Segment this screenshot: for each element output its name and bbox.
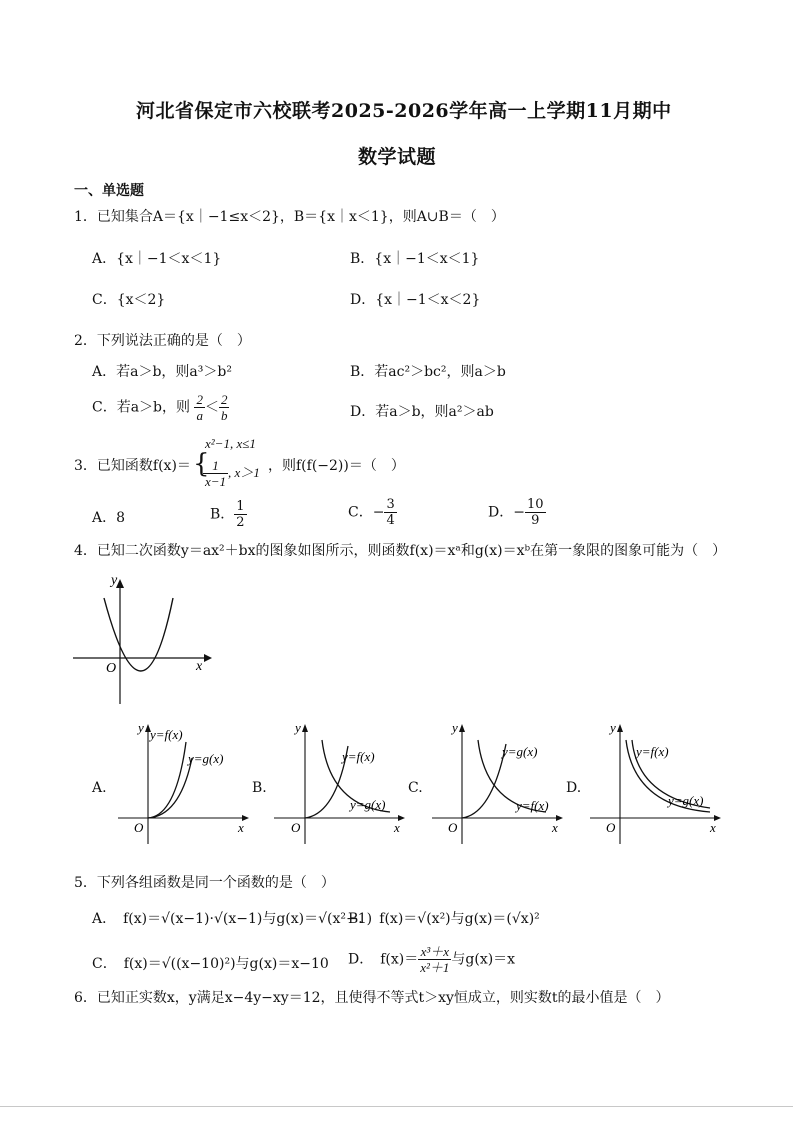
graph-c-x-label: x <box>552 820 558 835</box>
q3-c-num: 3 <box>386 497 395 512</box>
graph-d-x-label: x <box>710 820 716 835</box>
q5-d-num: x³＋x <box>418 944 451 960</box>
graph-option-d <box>586 718 726 846</box>
q2-c-num2: 2 <box>220 392 228 407</box>
graph-a-g-curve <box>148 758 192 818</box>
graph-d-origin: O <box>606 820 616 835</box>
graph-c-g-label: y=g(x) <box>502 744 538 759</box>
graph-d-g-label: y=g(x) <box>668 793 704 808</box>
parabola-x-arrow <box>204 654 212 662</box>
graph-c-y-label: y <box>452 720 458 735</box>
q5-d-prefix: D． f(x)＝ <box>348 951 419 968</box>
graph-b-y-arrow <box>302 724 308 732</box>
q4-option-b-label: B. <box>252 780 267 796</box>
q3-b-den: 2 <box>236 515 245 530</box>
q3-option-c <box>348 497 397 528</box>
graph-c-g-curve <box>462 744 506 818</box>
q3-brace: { <box>193 449 210 479</box>
q2-option-c-prefix: C．若a＞b，则 <box>92 399 191 416</box>
q3-stem-suffix: ，则f(f(−2))＝（ ） <box>268 458 405 474</box>
q2-c-den2: b <box>220 408 228 423</box>
q2-option-a: A．若a＞b，则a³＞b² <box>92 364 232 380</box>
graph-c-f-label: y=f(x) <box>516 798 549 813</box>
graph-option-c <box>428 718 568 846</box>
q3-case-2-cond: , x＞1 <box>228 465 260 480</box>
q3-b-num: 1 <box>236 499 245 514</box>
q2-c-fraction-1 <box>194 392 205 423</box>
q3-case-2-num: 1 <box>203 458 228 474</box>
parabola-figure <box>68 574 218 714</box>
q1-option-d: D．{x｜−1＜x＜2} <box>350 292 481 308</box>
q5-option-b: B． f(x)＝√(x²)与g(x)＝(√x)² <box>348 911 540 927</box>
q3-option-b <box>210 499 247 530</box>
question-1-stem: 1．已知集合A＝{x｜−1≤x＜2}，B＝{x｜x＜1}，则A∪B＝（ ） <box>74 209 505 225</box>
q3-option-d <box>488 497 546 528</box>
q3-b-prefix: B． <box>210 506 235 523</box>
graph-d-f-label: y=f(x) <box>636 744 669 759</box>
page-title: 河北省保定市六校联考2025-2026学年高一上学期11月期中 <box>136 100 672 122</box>
graph-b-g-label: y=g(x) <box>350 797 386 812</box>
graph-option-b <box>270 718 410 846</box>
q4-option-a-label: A. <box>92 780 107 796</box>
q2-option-b: B．若ac²＞bc²，则a＞b <box>350 364 506 380</box>
parabola-y-label: y <box>111 574 118 588</box>
q3-option-a: A．8 <box>92 510 126 526</box>
q3-c-fraction <box>384 497 396 528</box>
graph-a-x-label: x <box>238 820 244 835</box>
section-heading: 一、单选题 <box>74 183 144 199</box>
q2-option-c <box>92 392 229 423</box>
graph-c-origin: O <box>448 820 458 835</box>
q3-case-1: x²−1, x≤1 <box>205 436 256 451</box>
q5-d-den: x²＋1 <box>420 960 450 975</box>
graph-b-f-label: y=f(x) <box>342 749 375 764</box>
q5-d-fraction <box>418 944 451 975</box>
graph-c-y-arrow <box>459 724 465 732</box>
graph-a-f-curve <box>148 742 186 818</box>
page-subtitle: 数学试题 <box>358 146 437 168</box>
q4-option-c-label: C. <box>408 780 423 796</box>
graph-a-origin: O <box>134 820 144 835</box>
question-6-stem: 6．已知正实数x，y满足x−4y−xy＝12，且使得不等式t＞xy恒成立，则实数t的最小值是（ ） <box>74 990 670 1006</box>
q5-option-d <box>348 944 515 975</box>
q2-option-d: D．若a＞b，则a²＞ab <box>350 404 494 420</box>
page-bottom-divider <box>0 1106 793 1107</box>
parabola-origin-label: O <box>106 661 117 676</box>
q3-case-2-den: x−1 <box>205 474 227 489</box>
parabola-x-label: x <box>196 659 203 674</box>
q1-option-b: B．{x｜−1＜x＜1} <box>350 251 480 267</box>
q5-option-a: A． f(x)＝√(x−1)·√(x−1)与g(x)＝√(x²−1) <box>92 911 373 927</box>
q2-c-op: ＜ <box>204 399 219 416</box>
graph-a-f-label: y=f(x) <box>150 727 183 742</box>
q3-d-prefix: D．− <box>488 504 525 521</box>
q2-c-num1: 2 <box>196 392 203 407</box>
graph-d-y-label: y <box>610 720 616 735</box>
q3-d-den: 9 <box>531 513 540 528</box>
q2-c-fraction-2 <box>219 392 230 423</box>
graph-d-y-arrow <box>617 724 623 732</box>
q3-case-2-fraction <box>203 458 228 489</box>
q3-case-2 <box>203 458 260 489</box>
q1-option-a: A．{x｜−1＜x＜1} <box>92 251 222 267</box>
graph-b-x-label: x <box>394 820 400 835</box>
question-4-stem: 4．已知二次函数y＝ax²＋bx的图象如图所示，则函数f(x)＝xᵃ和g(x)＝xᵇ在第一象限的图象可能为（ ） <box>74 543 727 559</box>
graph-a-g-label: y=g(x) <box>188 751 224 766</box>
graph-b-origin: O <box>291 820 301 835</box>
graph-a-y-label: y <box>138 720 144 735</box>
q4-option-d-label: D. <box>566 780 582 796</box>
q2-c-den1: a <box>196 408 203 423</box>
q3-d-fraction <box>525 497 546 528</box>
graph-option-a <box>114 718 254 846</box>
graph-b-y-label: y <box>295 720 301 735</box>
q3-b-fraction <box>234 499 246 530</box>
q3-stem-prefix: 3．已知函数f(x)＝ <box>74 458 191 474</box>
q1-option-c: C．{x＜2} <box>92 292 166 308</box>
q3-d-num: 10 <box>526 497 544 512</box>
q3-c-den: 4 <box>386 513 395 528</box>
question-2-stem: 2．下列说法正确的是（ ） <box>74 333 251 349</box>
q5-option-c: C． f(x)＝√((x−10)²)与g(x)＝x−10 <box>92 956 329 972</box>
q5-d-suffix: 与g(x)＝x <box>451 951 516 968</box>
q3-c-prefix: C．− <box>348 504 385 521</box>
question-5-stem: 5．下列各组函数是同一个函数的是（ ） <box>74 875 335 891</box>
